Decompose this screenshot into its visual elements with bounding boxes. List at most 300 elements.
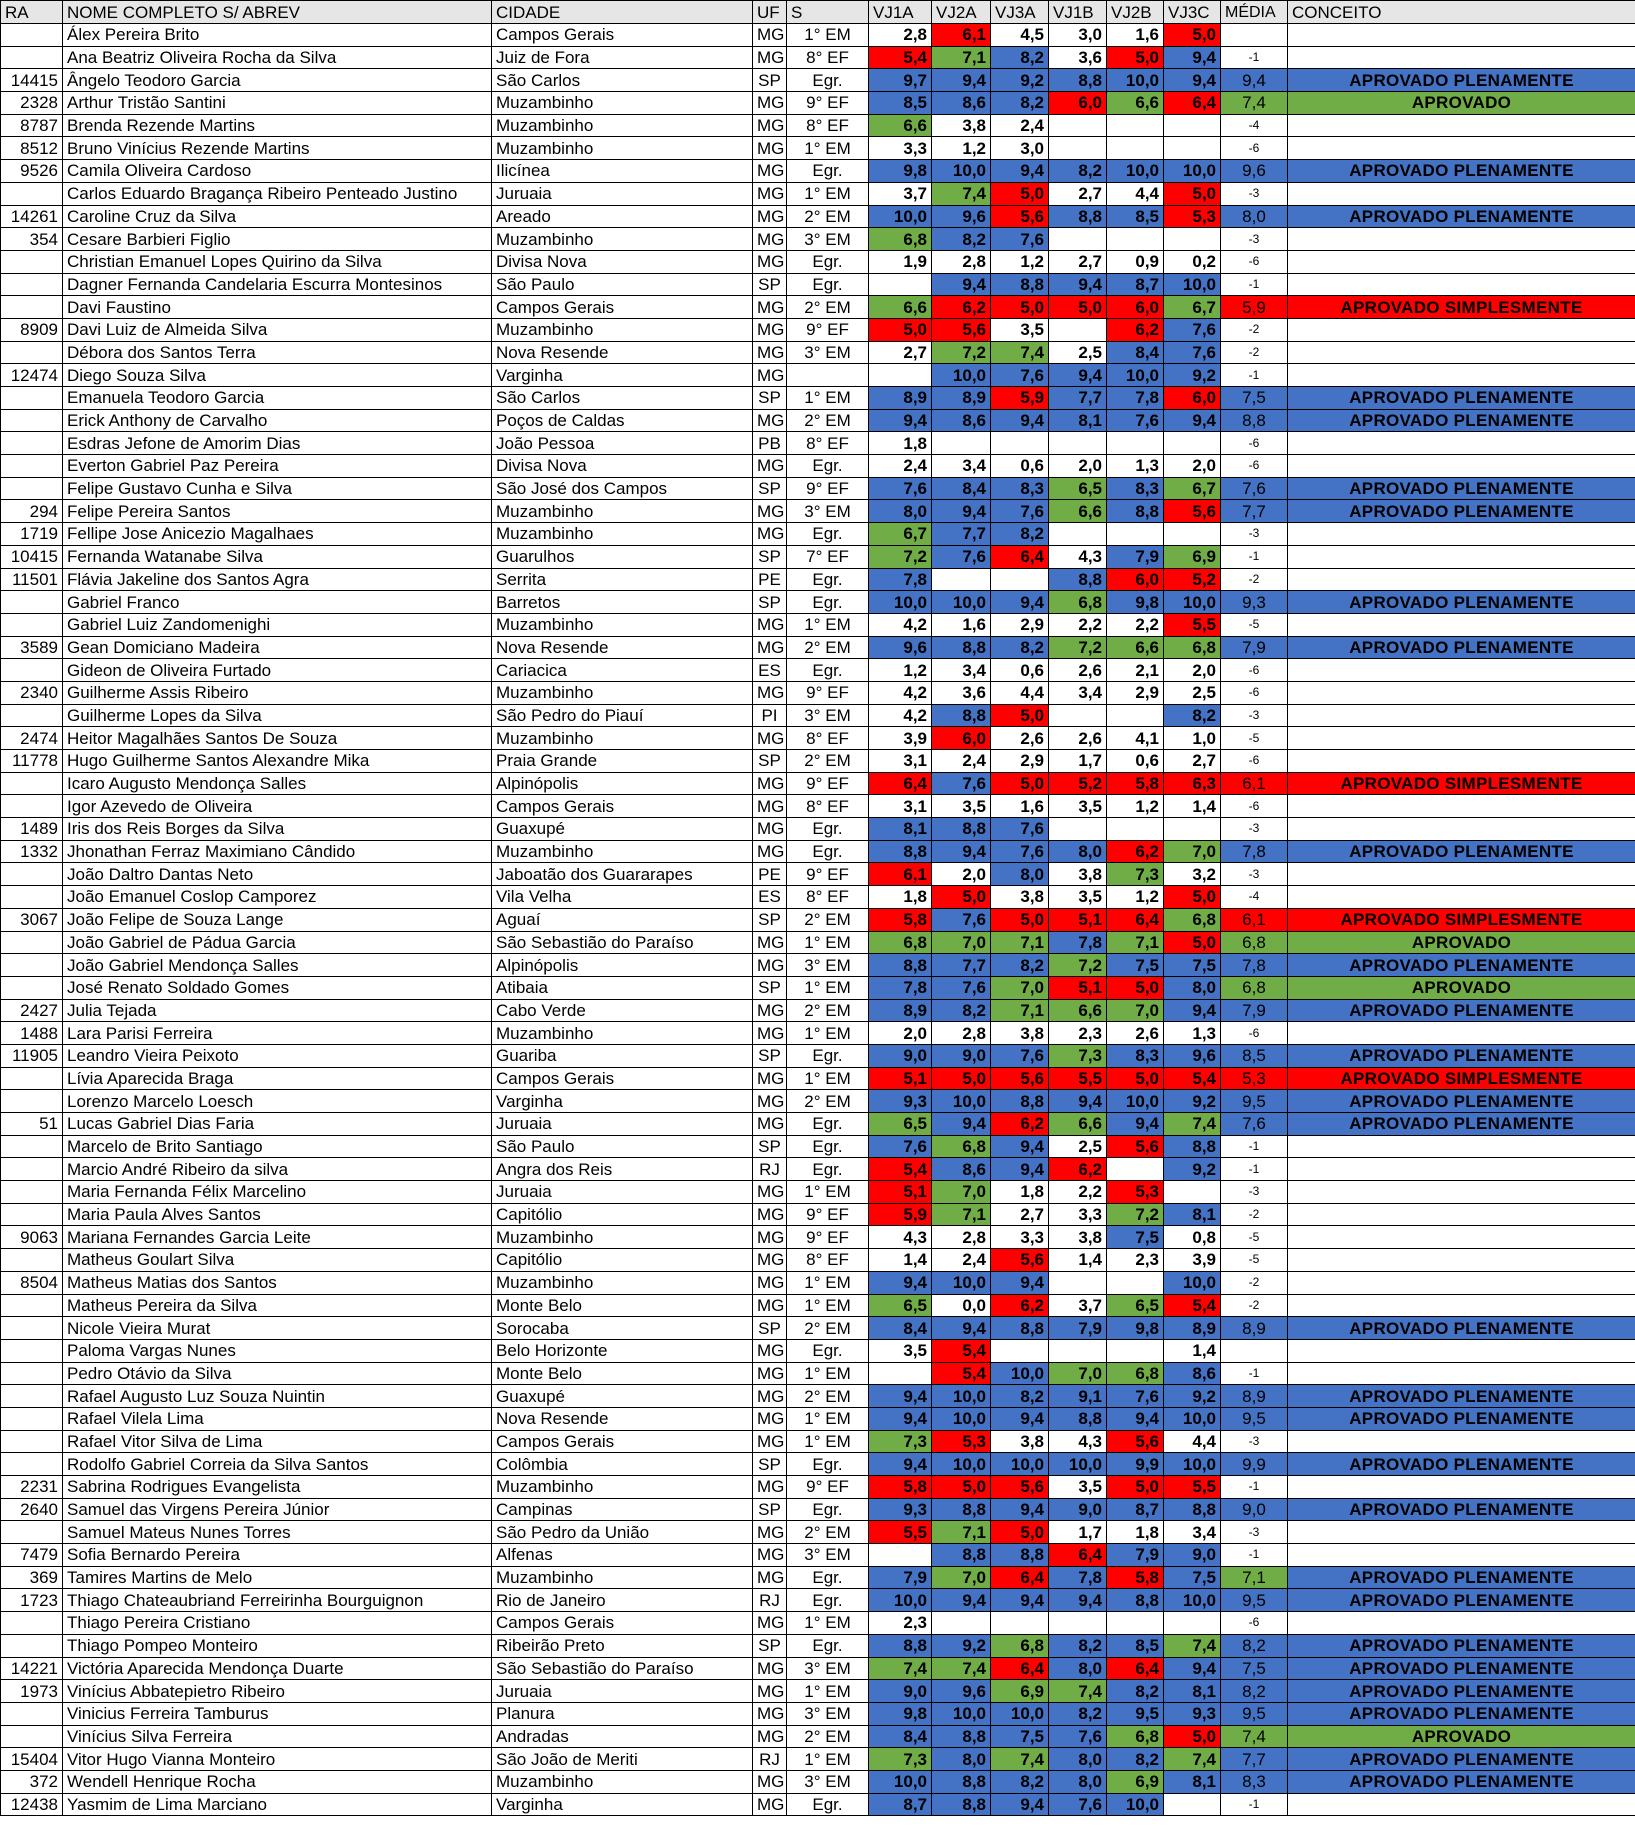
cell-conceito[interactable]: APROVADO xyxy=(1288,92,1635,115)
cell-grade-vj3c[interactable] xyxy=(1164,1612,1221,1635)
cell-grade-vj2a[interactable]: 7,1 xyxy=(932,1203,991,1226)
cell-grade-vj2a[interactable]: 8,8 xyxy=(932,1498,991,1521)
cell-grade-vj3a[interactable]: 8,8 xyxy=(991,1544,1049,1567)
cell-city[interactable]: São Paulo xyxy=(492,1135,753,1158)
cell-grade-vj2b[interactable]: 5,8 xyxy=(1107,1566,1164,1589)
cell-grade-vj1a[interactable]: 6,5 xyxy=(869,1113,932,1136)
cell-grade-vj2b[interactable]: 9,8 xyxy=(1107,591,1164,614)
cell-series[interactable]: 9° EF xyxy=(787,477,869,500)
cell-grade-vj2b[interactable]: 9,8 xyxy=(1107,1317,1164,1340)
cell-uf[interactable]: SP xyxy=(753,1317,787,1340)
cell-grade-vj1b[interactable]: 6,6 xyxy=(1049,1113,1107,1136)
cell-grade-vj3c[interactable]: 1,4 xyxy=(1164,795,1221,818)
cell-grade-vj2b[interactable]: 2,9 xyxy=(1107,681,1164,704)
cell-grade-vj1b[interactable]: 9,4 xyxy=(1049,1090,1107,1113)
cell-grade-vj1b[interactable]: 9,4 xyxy=(1049,364,1107,387)
cell-series[interactable]: 3° EM xyxy=(787,228,869,251)
cell-grade-vj2a[interactable]: 7,2 xyxy=(932,341,991,364)
cell-city[interactable]: Monte Belo xyxy=(492,1294,753,1317)
cell-grade-vj1b[interactable]: 8,2 xyxy=(1049,1634,1107,1657)
cell-grade-vj3c[interactable]: 9,2 xyxy=(1164,1090,1221,1113)
cell-conceito[interactable]: APROVADO PLENAMENTE xyxy=(1288,1566,1635,1589)
cell-conceito[interactable]: APROVADO PLENAMENTE xyxy=(1288,1407,1635,1430)
cell-grade-vj3a[interactable]: 5,0 xyxy=(991,296,1049,319)
cell-city[interactable]: Muzambinho xyxy=(492,1770,753,1793)
cell-grade-vj1a[interactable]: 9,4 xyxy=(869,1453,932,1476)
cell-grade-vj2a[interactable]: 6,2 xyxy=(932,296,991,319)
cell-grade-vj3a[interactable] xyxy=(991,1339,1049,1362)
cell-uf[interactable]: MG xyxy=(753,1249,787,1272)
cell-city[interactable]: Campos Gerais xyxy=(492,1430,753,1453)
cell-ra[interactable] xyxy=(1,46,63,69)
cell-name[interactable]: Carlos Eduardo Bragança Ribeiro Penteado Justino xyxy=(63,182,492,205)
cell-grade-vj3c[interactable]: 10,0 xyxy=(1164,1453,1221,1476)
cell-series[interactable]: 1° EM xyxy=(787,1430,869,1453)
cell-ra[interactable]: 369 xyxy=(1,1566,63,1589)
cell-city[interactable]: Cabo Verde xyxy=(492,999,753,1022)
cell-grade-vj3a[interactable]: 5,6 xyxy=(991,1476,1049,1499)
cell-grade-vj2b[interactable]: 8,3 xyxy=(1107,477,1164,500)
cell-ra[interactable] xyxy=(1,1135,63,1158)
cell-series[interactable]: 9° EF xyxy=(787,772,869,795)
cell-grade-vj3c[interactable]: 2,7 xyxy=(1164,750,1221,773)
cell-name[interactable]: Matheus Matias dos Santos xyxy=(63,1271,492,1294)
cell-conceito[interactable] xyxy=(1288,250,1635,273)
cell-media[interactable]: 9,5 xyxy=(1221,1589,1288,1612)
cell-grade-vj1a[interactable]: 4,2 xyxy=(869,704,932,727)
cell-ra[interactable] xyxy=(1,1612,63,1635)
cell-ra[interactable]: 7479 xyxy=(1,1544,63,1567)
cell-grade-vj2a[interactable]: 2,8 xyxy=(932,1022,991,1045)
cell-grade-vj2b[interactable]: 8,8 xyxy=(1107,1589,1164,1612)
cell-grade-vj3a[interactable]: 10,0 xyxy=(991,1453,1049,1476)
cell-series[interactable]: Egr. xyxy=(787,591,869,614)
cell-name[interactable]: Guilherme Lopes da Silva xyxy=(63,704,492,727)
cell-grade-vj1b[interactable]: 1,7 xyxy=(1049,1521,1107,1544)
cell-uf[interactable]: MG xyxy=(753,1430,787,1453)
cell-media[interactable]: 8,9 xyxy=(1221,1385,1288,1408)
cell-conceito[interactable]: APROVADO PLENAMENTE xyxy=(1288,1385,1635,1408)
cell-grade-vj3c[interactable]: 8,8 xyxy=(1164,1135,1221,1158)
cell-grade-vj1b[interactable]: 2,2 xyxy=(1049,1181,1107,1204)
cell-series[interactable]: Egr. xyxy=(787,1498,869,1521)
cell-uf[interactable]: SP xyxy=(753,1634,787,1657)
cell-grade-vj3a[interactable]: 6,4 xyxy=(991,545,1049,568)
cell-name[interactable]: Sabrina Rodrigues Evangelista xyxy=(63,1476,492,1499)
cell-grade-vj1b[interactable]: 3,3 xyxy=(1049,1203,1107,1226)
cell-conceito[interactable] xyxy=(1288,137,1635,160)
cell-conceito[interactable] xyxy=(1288,455,1635,478)
cell-ra[interactable] xyxy=(1,704,63,727)
cell-grade-vj2b[interactable]: 10,0 xyxy=(1107,69,1164,92)
cell-grade-vj1a[interactable]: 3,1 xyxy=(869,795,932,818)
cell-uf[interactable]: MG xyxy=(753,341,787,364)
cell-grade-vj1b[interactable]: 5,2 xyxy=(1049,772,1107,795)
cell-grade-vj2b[interactable] xyxy=(1107,523,1164,546)
cell-grade-vj2b[interactable] xyxy=(1107,1339,1164,1362)
cell-series[interactable]: Egr. xyxy=(787,523,869,546)
cell-city[interactable]: Muzambinho xyxy=(492,840,753,863)
cell-media[interactable]: 7,5 xyxy=(1221,387,1288,410)
header-vj2a[interactable]: VJ2A xyxy=(932,1,991,24)
cell-grade-vj2a[interactable]: 2,8 xyxy=(932,250,991,273)
cell-grade-vj3c[interactable] xyxy=(1164,818,1221,841)
cell-conceito[interactable]: APROVADO PLENAMENTE xyxy=(1288,1702,1635,1725)
cell-media[interactable]: 7,4 xyxy=(1221,92,1288,115)
cell-conceito[interactable] xyxy=(1288,1022,1635,1045)
cell-grade-vj1a[interactable]: 3,5 xyxy=(869,1339,932,1362)
cell-conceito[interactable] xyxy=(1288,1226,1635,1249)
cell-conceito[interactable]: APROVADO PLENAMENTE xyxy=(1288,409,1635,432)
cell-grade-vj1b[interactable] xyxy=(1049,432,1107,455)
cell-grade-vj3a[interactable]: 5,6 xyxy=(991,1249,1049,1272)
cell-series[interactable]: 7° EF xyxy=(787,545,869,568)
cell-grade-vj3a[interactable]: 3,3 xyxy=(991,1226,1049,1249)
cell-ra[interactable]: 9526 xyxy=(1,160,63,183)
cell-grade-vj1a[interactable]: 6,6 xyxy=(869,114,932,137)
cell-grade-vj3c[interactable]: 6,4 xyxy=(1164,92,1221,115)
cell-grade-vj1a[interactable] xyxy=(869,1544,932,1567)
cell-name[interactable]: Sofia Bernardo Pereira xyxy=(63,1544,492,1567)
cell-city[interactable]: Juruaia xyxy=(492,1680,753,1703)
cell-grade-vj1b[interactable]: 7,6 xyxy=(1049,1725,1107,1748)
cell-series[interactable]: 3° EM xyxy=(787,704,869,727)
cell-grade-vj3a[interactable]: 6,8 xyxy=(991,1634,1049,1657)
cell-conceito[interactable] xyxy=(1288,523,1635,546)
cell-series[interactable]: 3° EM xyxy=(787,500,869,523)
cell-series[interactable]: 9° EF xyxy=(787,681,869,704)
cell-city[interactable]: Campos Gerais xyxy=(492,296,753,319)
cell-conceito[interactable] xyxy=(1288,795,1635,818)
cell-ra[interactable] xyxy=(1,455,63,478)
cell-grade-vj3c[interactable]: 5,6 xyxy=(1164,500,1221,523)
cell-series[interactable]: Egr. xyxy=(787,840,869,863)
cell-city[interactable]: São Pedro do Piauí xyxy=(492,704,753,727)
cell-name[interactable]: Gabriel Luiz Zandomenighi xyxy=(63,613,492,636)
cell-series[interactable]: Egr. xyxy=(787,1113,869,1136)
cell-series[interactable]: 3° EM xyxy=(787,1657,869,1680)
cell-media[interactable]: 8,0 xyxy=(1221,205,1288,228)
cell-grade-vj3a[interactable]: 8,8 xyxy=(991,1090,1049,1113)
cell-ra[interactable] xyxy=(1,296,63,319)
cell-name[interactable]: João Gabriel Mendonça Salles xyxy=(63,954,492,977)
cell-grade-vj1b[interactable]: 7,3 xyxy=(1049,1044,1107,1067)
cell-grade-vj2a[interactable]: 9,6 xyxy=(932,205,991,228)
cell-grade-vj1b[interactable]: 4,3 xyxy=(1049,1430,1107,1453)
cell-grade-vj2a[interactable]: 6,1 xyxy=(932,24,991,47)
cell-city[interactable]: Andradas xyxy=(492,1725,753,1748)
cell-name[interactable]: Thiago Pompeo Monteiro xyxy=(63,1634,492,1657)
cell-grade-vj1a[interactable]: 8,1 xyxy=(869,818,932,841)
cell-series[interactable]: 9° EF xyxy=(787,863,869,886)
cell-uf[interactable]: PB xyxy=(753,432,787,455)
cell-grade-vj2b[interactable] xyxy=(1107,1612,1164,1635)
cell-ra[interactable]: 1719 xyxy=(1,523,63,546)
cell-ra[interactable] xyxy=(1,1203,63,1226)
cell-series[interactable]: 1° EM xyxy=(787,1407,869,1430)
cell-grade-vj1b[interactable]: 2,7 xyxy=(1049,250,1107,273)
cell-grade-vj1a[interactable]: 3,3 xyxy=(869,137,932,160)
cell-media[interactable]: -6 xyxy=(1221,681,1288,704)
cell-name[interactable]: Icaro Augusto Mendonça Salles xyxy=(63,772,492,795)
cell-grade-vj3c[interactable] xyxy=(1164,1181,1221,1204)
cell-series[interactable]: 1° EM xyxy=(787,1612,869,1635)
cell-city[interactable]: Juruaia xyxy=(492,1113,753,1136)
cell-conceito[interactable] xyxy=(1288,886,1635,909)
header-s[interactable]: S xyxy=(787,1,869,24)
cell-uf[interactable]: SP xyxy=(753,750,787,773)
cell-grade-vj3c[interactable]: 0,2 xyxy=(1164,250,1221,273)
cell-grade-vj2b[interactable]: 6,6 xyxy=(1107,92,1164,115)
cell-conceito[interactable]: APROVADO SIMPLESMENTE xyxy=(1288,772,1635,795)
cell-ra[interactable]: 1489 xyxy=(1,818,63,841)
cell-grade-vj1b[interactable]: 3,8 xyxy=(1049,1226,1107,1249)
cell-grade-vj2b[interactable]: 7,6 xyxy=(1107,409,1164,432)
cell-grade-vj3c[interactable]: 5,5 xyxy=(1164,1476,1221,1499)
cell-grade-vj1b[interactable]: 7,2 xyxy=(1049,954,1107,977)
cell-uf[interactable]: RJ xyxy=(753,1158,787,1181)
cell-conceito[interactable]: APROVADO SIMPLESMENTE xyxy=(1288,1067,1635,1090)
cell-uf[interactable]: MG xyxy=(753,1203,787,1226)
cell-grade-vj3c[interactable]: 3,4 xyxy=(1164,1521,1221,1544)
cell-grade-vj2b[interactable]: 4,1 xyxy=(1107,727,1164,750)
cell-grade-vj2a[interactable]: 3,5 xyxy=(932,795,991,818)
cell-grade-vj2b[interactable] xyxy=(1107,1271,1164,1294)
cell-media[interactable]: -2 xyxy=(1221,1271,1288,1294)
cell-media[interactable]: -2 xyxy=(1221,341,1288,364)
cell-conceito[interactable] xyxy=(1288,1294,1635,1317)
cell-grade-vj3a[interactable]: 6,4 xyxy=(991,1657,1049,1680)
cell-uf[interactable]: PE xyxy=(753,863,787,886)
cell-grade-vj1a[interactable]: 6,1 xyxy=(869,863,932,886)
cell-grade-vj2a[interactable]: 9,4 xyxy=(932,1113,991,1136)
cell-media[interactable]: 6,8 xyxy=(1221,976,1288,999)
cell-name[interactable]: Brenda Rezende Martins xyxy=(63,114,492,137)
cell-grade-vj3c[interactable]: 5,3 xyxy=(1164,205,1221,228)
cell-grade-vj1a[interactable]: 6,8 xyxy=(869,931,932,954)
cell-conceito[interactable]: APROVADO PLENAMENTE xyxy=(1288,500,1635,523)
cell-media[interactable]: -6 xyxy=(1221,455,1288,478)
cell-series[interactable]: 3° EM xyxy=(787,954,869,977)
cell-media[interactable]: -1 xyxy=(1221,1135,1288,1158)
cell-ra[interactable]: 294 xyxy=(1,500,63,523)
cell-grade-vj3c[interactable]: 9,6 xyxy=(1164,1044,1221,1067)
cell-city[interactable]: Nova Resende xyxy=(492,1407,753,1430)
cell-series[interactable]: Egr. xyxy=(787,1634,869,1657)
cell-series[interactable]: Egr. xyxy=(787,659,869,682)
header-uf[interactable]: UF xyxy=(753,1,787,24)
cell-grade-vj2a[interactable]: 9,4 xyxy=(932,500,991,523)
cell-media[interactable]: -6 xyxy=(1221,659,1288,682)
cell-series[interactable]: 2° EM xyxy=(787,1521,869,1544)
cell-city[interactable]: Varginha xyxy=(492,364,753,387)
cell-city[interactable]: Muzambinho xyxy=(492,681,753,704)
cell-grade-vj3c[interactable]: 6,8 xyxy=(1164,636,1221,659)
cell-grade-vj3a[interactable]: 4,5 xyxy=(991,24,1049,47)
cell-grade-vj3a[interactable]: 7,6 xyxy=(991,1044,1049,1067)
cell-grade-vj1a[interactable]: 3,7 xyxy=(869,182,932,205)
cell-media[interactable]: -5 xyxy=(1221,613,1288,636)
cell-grade-vj1b[interactable]: 6,5 xyxy=(1049,477,1107,500)
cell-media[interactable]: -6 xyxy=(1221,1022,1288,1045)
cell-grade-vj2b[interactable]: 0,6 xyxy=(1107,750,1164,773)
cell-grade-vj3a[interactable]: 3,8 xyxy=(991,1430,1049,1453)
cell-city[interactable]: São Paulo xyxy=(492,273,753,296)
cell-grade-vj3a[interactable]: 7,4 xyxy=(991,1748,1049,1771)
cell-grade-vj2a[interactable]: 8,8 xyxy=(932,818,991,841)
cell-name[interactable]: João Gabriel de Pádua Garcia xyxy=(63,931,492,954)
cell-grade-vj2b[interactable]: 10,0 xyxy=(1107,1793,1164,1816)
cell-name[interactable]: Hugo Guilherme Santos Alexandre Mika xyxy=(63,750,492,773)
cell-series[interactable]: 1° EM xyxy=(787,613,869,636)
cell-conceito[interactable]: APROVADO PLENAMENTE xyxy=(1288,387,1635,410)
cell-ra[interactable]: 8504 xyxy=(1,1271,63,1294)
cell-grade-vj2b[interactable]: 8,2 xyxy=(1107,1748,1164,1771)
cell-ra[interactable]: 51 xyxy=(1,1113,63,1136)
cell-grade-vj3a[interactable]: 2,4 xyxy=(991,114,1049,137)
cell-ra[interactable] xyxy=(1,954,63,977)
cell-ra[interactable]: 8909 xyxy=(1,318,63,341)
cell-grade-vj2b[interactable]: 6,6 xyxy=(1107,636,1164,659)
cell-uf[interactable]: MG xyxy=(753,1793,787,1816)
cell-grade-vj3c[interactable]: 9,3 xyxy=(1164,1702,1221,1725)
cell-grade-vj3c[interactable]: 9,4 xyxy=(1164,999,1221,1022)
cell-grade-vj2a[interactable]: 3,4 xyxy=(932,659,991,682)
cell-grade-vj1b[interactable]: 3,0 xyxy=(1049,24,1107,47)
cell-grade-vj2a[interactable]: 3,6 xyxy=(932,681,991,704)
cell-grade-vj3a[interactable]: 5,6 xyxy=(991,205,1049,228)
cell-grade-vj2b[interactable]: 8,3 xyxy=(1107,1044,1164,1067)
cell-series[interactable]: Egr. xyxy=(787,1339,869,1362)
cell-grade-vj3a[interactable]: 8,2 xyxy=(991,92,1049,115)
cell-grade-vj2b[interactable]: 10,0 xyxy=(1107,1090,1164,1113)
cell-ra[interactable]: 372 xyxy=(1,1770,63,1793)
cell-conceito[interactable] xyxy=(1288,1793,1635,1816)
cell-grade-vj3a[interactable]: 9,4 xyxy=(991,1407,1049,1430)
cell-grade-vj1a[interactable]: 7,4 xyxy=(869,1657,932,1680)
cell-ra[interactable] xyxy=(1,613,63,636)
cell-grade-vj1b[interactable]: 2,5 xyxy=(1049,1135,1107,1158)
cell-media[interactable]: 7,8 xyxy=(1221,954,1288,977)
cell-ra[interactable]: 12474 xyxy=(1,364,63,387)
cell-grade-vj1a[interactable]: 7,8 xyxy=(869,568,932,591)
cell-uf[interactable]: MG xyxy=(753,250,787,273)
cell-grade-vj1a[interactable] xyxy=(869,364,932,387)
cell-grade-vj3c[interactable]: 5,0 xyxy=(1164,886,1221,909)
cell-city[interactable]: Juruaia xyxy=(492,182,753,205)
cell-grade-vj3c[interactable]: 2,0 xyxy=(1164,659,1221,682)
cell-grade-vj3c[interactable]: 8,9 xyxy=(1164,1317,1221,1340)
cell-grade-vj3c[interactable]: 10,0 xyxy=(1164,273,1221,296)
cell-name[interactable]: Christian Emanuel Lopes Quirino da Silva xyxy=(63,250,492,273)
cell-uf[interactable]: MG xyxy=(753,613,787,636)
cell-uf[interactable]: MG xyxy=(753,1067,787,1090)
cell-uf[interactable]: RJ xyxy=(753,1589,787,1612)
cell-series[interactable]: 2° EM xyxy=(787,296,869,319)
cell-series[interactable]: 1° EM xyxy=(787,1271,869,1294)
cell-grade-vj3a[interactable]: 6,4 xyxy=(991,1566,1049,1589)
cell-city[interactable]: Muzambinho xyxy=(492,1226,753,1249)
cell-media[interactable]: -1 xyxy=(1221,545,1288,568)
cell-grade-vj2b[interactable]: 8,5 xyxy=(1107,1634,1164,1657)
cell-grade-vj1a[interactable]: 2,7 xyxy=(869,341,932,364)
cell-grade-vj1a[interactable]: 7,9 xyxy=(869,1566,932,1589)
cell-name[interactable]: Ângelo Teodoro Garcia xyxy=(63,69,492,92)
cell-conceito[interactable] xyxy=(1288,1339,1635,1362)
cell-grade-vj3a[interactable]: 7,1 xyxy=(991,931,1049,954)
cell-name[interactable]: Gean Domiciano Madeira xyxy=(63,636,492,659)
cell-grade-vj2a[interactable]: 7,7 xyxy=(932,954,991,977)
cell-grade-vj3c[interactable]: 6,8 xyxy=(1164,908,1221,931)
cell-grade-vj2a[interactable]: 8,9 xyxy=(932,387,991,410)
cell-grade-vj3c[interactable]: 10,0 xyxy=(1164,1589,1221,1612)
cell-grade-vj3a[interactable]: 6,2 xyxy=(991,1294,1049,1317)
cell-grade-vj3a[interactable]: 9,4 xyxy=(991,409,1049,432)
cell-series[interactable]: 1° EM xyxy=(787,1294,869,1317)
cell-grade-vj3c[interactable]: 5,0 xyxy=(1164,1725,1221,1748)
cell-grade-vj2b[interactable] xyxy=(1107,114,1164,137)
cell-series[interactable]: Egr. xyxy=(787,273,869,296)
cell-grade-vj3a[interactable]: 8,3 xyxy=(991,477,1049,500)
cell-grade-vj2a[interactable]: 8,8 xyxy=(932,1793,991,1816)
cell-uf[interactable]: MG xyxy=(753,500,787,523)
cell-media[interactable]: -1 xyxy=(1221,46,1288,69)
cell-ra[interactable] xyxy=(1,409,63,432)
cell-uf[interactable]: MG xyxy=(753,840,787,863)
cell-media[interactable]: -1 xyxy=(1221,364,1288,387)
cell-grade-vj3a[interactable]: 7,0 xyxy=(991,976,1049,999)
cell-uf[interactable]: SP xyxy=(753,1044,787,1067)
cell-grade-vj2b[interactable] xyxy=(1107,1158,1164,1181)
cell-grade-vj3c[interactable]: 4,4 xyxy=(1164,1430,1221,1453)
cell-conceito[interactable]: APROVADO PLENAMENTE xyxy=(1288,477,1635,500)
cell-ra[interactable] xyxy=(1,182,63,205)
cell-media[interactable]: -4 xyxy=(1221,114,1288,137)
cell-grade-vj2b[interactable] xyxy=(1107,818,1164,841)
cell-city[interactable]: São Carlos xyxy=(492,69,753,92)
cell-series[interactable]: 1° EM xyxy=(787,1067,869,1090)
cell-conceito[interactable]: APROVADO PLENAMENTE xyxy=(1288,1589,1635,1612)
cell-grade-vj1a[interactable]: 5,8 xyxy=(869,1476,932,1499)
cell-city[interactable]: Atibaia xyxy=(492,976,753,999)
cell-conceito[interactable]: APROVADO xyxy=(1288,976,1635,999)
cell-city[interactable]: São Sebastião do Paraíso xyxy=(492,931,753,954)
cell-name[interactable]: Marcelo de Brito Santiago xyxy=(63,1135,492,1158)
cell-grade-vj2a[interactable]: 1,6 xyxy=(932,613,991,636)
cell-grade-vj1a[interactable]: 1,9 xyxy=(869,250,932,273)
cell-grade-vj3a[interactable]: 7,6 xyxy=(991,364,1049,387)
cell-name[interactable]: Jhonathan Ferraz Maximiano Cândido xyxy=(63,840,492,863)
cell-media[interactable]: -4 xyxy=(1221,886,1288,909)
cell-media[interactable]: -3 xyxy=(1221,863,1288,886)
cell-grade-vj2b[interactable]: 7,2 xyxy=(1107,1203,1164,1226)
cell-grade-vj1a[interactable]: 9,0 xyxy=(869,1044,932,1067)
cell-conceito[interactable] xyxy=(1288,1249,1635,1272)
cell-name[interactable]: Álex Pereira Brito xyxy=(63,24,492,47)
cell-uf[interactable]: SP xyxy=(753,1498,787,1521)
cell-grade-vj2a[interactable]: 5,0 xyxy=(932,1476,991,1499)
cell-grade-vj1a[interactable]: 7,3 xyxy=(869,1430,932,1453)
cell-uf[interactable]: MG xyxy=(753,160,787,183)
cell-grade-vj1a[interactable]: 8,8 xyxy=(869,1634,932,1657)
cell-uf[interactable]: MG xyxy=(753,681,787,704)
cell-grade-vj3a[interactable]: 9,2 xyxy=(991,69,1049,92)
cell-series[interactable]: Egr. xyxy=(787,1793,869,1816)
cell-grade-vj3a[interactable]: 8,2 xyxy=(991,636,1049,659)
cell-grade-vj3c[interactable]: 7,5 xyxy=(1164,1566,1221,1589)
cell-city[interactable]: Muzambinho xyxy=(492,1566,753,1589)
cell-ra[interactable]: 12438 xyxy=(1,1793,63,1816)
